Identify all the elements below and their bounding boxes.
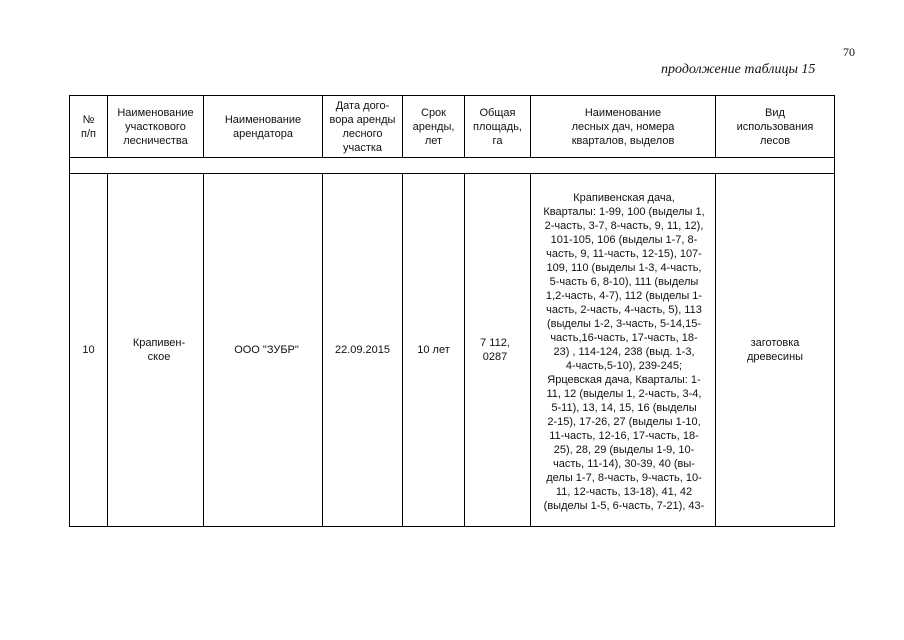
row-forest-plots: Крапивенская дача, Кварталы: 1-99, 100 (выделы 1, 2-часть, 3-7, 8-часть, 9, 11, 12), 101-105, 106 (выделы 1-7, 8- часть, 9, 11-часть, 12-15), 107- 109, 110 (выделы 1-3, 4-часть, 5-часть 6, 8-10), 111 (выделы 1,2-часть, 4-7), 112 (выделы 1- часть, 2-часть, 4-часть, 5), 113 (выделы 1-2, 3-часть, 5-14,15- часть,16-часть, 17-часть, 18- 23) , 114-124, 238 (выд. 1-3, 4-часть,5-10), 239-245; Ярцевская дача, Кварталы: 1- 11, 12 (выделы 1, 2-часть, 3-4, 5-11), 13, 14, 15, 16 (выделы 2-15), 17-26, 27 (выделы 1-10, 11-часть, 12-16, 17-часть, 18- 25), 28, 29 (выделы 1-9, 10- часть, 11-14), 30-39, 40 (вы- делы 1-7, 8-часть, 9-часть, 10- 11, 12-часть, 13-18), 41, 42 (выделы 1-5, 6-часть, 7-21), 43- [531,174,716,527]
col-header-lease-term: Срок аренды, лет [403,96,465,158]
row-forestry: Крапивен- ское [108,174,204,527]
spacer-row [70,158,835,174]
row-area: 7 112, 0287 [465,174,531,527]
row-tenant: ООО "ЗУБР" [204,174,323,527]
spacer-cell [70,158,835,174]
table-caption: продолжение таблицы 15 [661,62,816,77]
col-header-number: № п/п [70,96,108,158]
col-header-contract-date: Дата дого- вора аренды лесного участка [323,96,403,158]
col-header-tenant: Наименование арендатора [204,96,323,158]
col-header-forestry: Наименование участкового лесничества [108,96,204,158]
row-contract-date: 22.09.2015 [323,174,403,527]
lease-table [69,95,835,527]
row-usage: заготовка древесины [716,174,835,527]
table-row [70,174,835,527]
row-number: 10 [70,174,108,527]
header-row [70,96,835,158]
col-header-area: Общая площадь, га [465,96,531,158]
page-number: 70 [843,45,855,59]
col-header-forest-plots: Наименование лесных дач, номера кварталов, выделов [531,96,716,158]
col-header-usage: Вид использования лесов [716,96,835,158]
row-lease-term: 10 лет [403,174,465,527]
